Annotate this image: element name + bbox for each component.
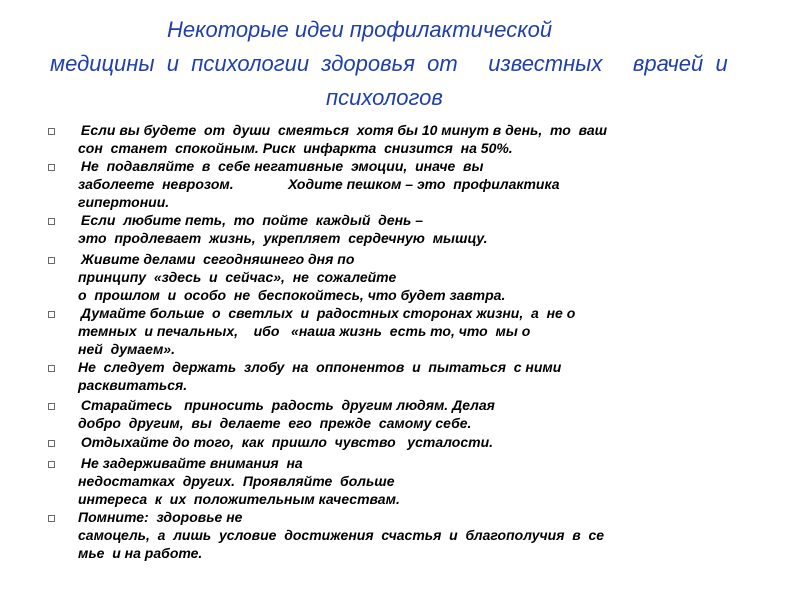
square-bullet-icon — [48, 365, 55, 372]
bullet-text-line: Думайте больше о светлых и радостных сторонах жизни, а не о — [77, 305, 576, 321]
square-bullet-icon — [48, 440, 55, 447]
bullet-text-line: темных и печальных, ибо «наша жизнь есть то, что мы о — [78, 323, 531, 339]
square-bullet-icon — [48, 461, 55, 468]
bullet-text-line: самоцель, а лишь условие достижения счастья и благополучия в се — [78, 527, 605, 543]
bullet-text-line: добро другим, вы делаете его прежде самому себе. — [78, 415, 472, 431]
square-bullet-icon — [48, 164, 55, 171]
bullet-text-line: заболеете неврозом. Ходите пешком – это профилактика — [78, 176, 560, 192]
bullet-text-line: о прошлом и особо не беспокойтесь, что будет завтра. — [78, 287, 506, 303]
bullet-text-line: ней думаем». — [78, 341, 175, 357]
bullet-text-line: Отдыхайте до того, как пришло чувство усталости. — [77, 434, 494, 450]
square-bullet-icon — [48, 257, 55, 264]
square-bullet-icon — [48, 515, 55, 522]
bullet-text-line: Не следует держать злобу на оппонентов и пытаться с ними — [78, 359, 562, 375]
bullet-text-line: расквитаться. — [78, 377, 188, 393]
title-line-2: медицины и психологии здоровья от известных врачей и — [50, 51, 728, 76]
bullet-text-line: Не подавляйте в себе негативные эмоции, иначе вы — [77, 158, 484, 174]
title-line-1: Некоторые идеи профилактической — [167, 17, 553, 42]
bullet-text-line: принципу «здесь и сейчас», не сожалейте — [78, 269, 397, 285]
bullet-text-line: Живите делами сегодняшнего дня по — [77, 251, 355, 267]
bullet-text-line: Если вы будете от души смеяться хотя бы 10 минут в день, то ваш — [77, 122, 608, 138]
square-bullet-icon — [48, 403, 55, 410]
bullet-text-line: интереса к их положительным качествам. — [78, 491, 400, 507]
square-bullet-icon — [48, 218, 55, 225]
bullet-text-line: мье и на работе. — [78, 545, 203, 561]
bullet-text-line: Старайтесь приносить радость другим людям. Делая — [77, 397, 495, 413]
bullet-text-line: Не задерживайте внимания на — [77, 455, 303, 471]
title-line-3: психологов — [326, 85, 443, 110]
bullet-text-line: гипертонии. — [78, 194, 170, 210]
bullet-text-line: сон станет спокойным. Риск инфаркта снизится на 50%. — [78, 140, 513, 156]
square-bullet-icon — [48, 128, 55, 135]
bullet-text-line: это продлевает жизнь, укрепляет сердечную мышцу. — [78, 230, 488, 246]
bullet-text-line: Если любите петь, то пойте каждый день – — [77, 212, 424, 228]
bullet-text-line: Помните: здоровье не — [78, 509, 243, 525]
square-bullet-icon — [48, 311, 55, 318]
bullet-text-line: недостатках других. Проявляйте больше — [78, 473, 395, 489]
